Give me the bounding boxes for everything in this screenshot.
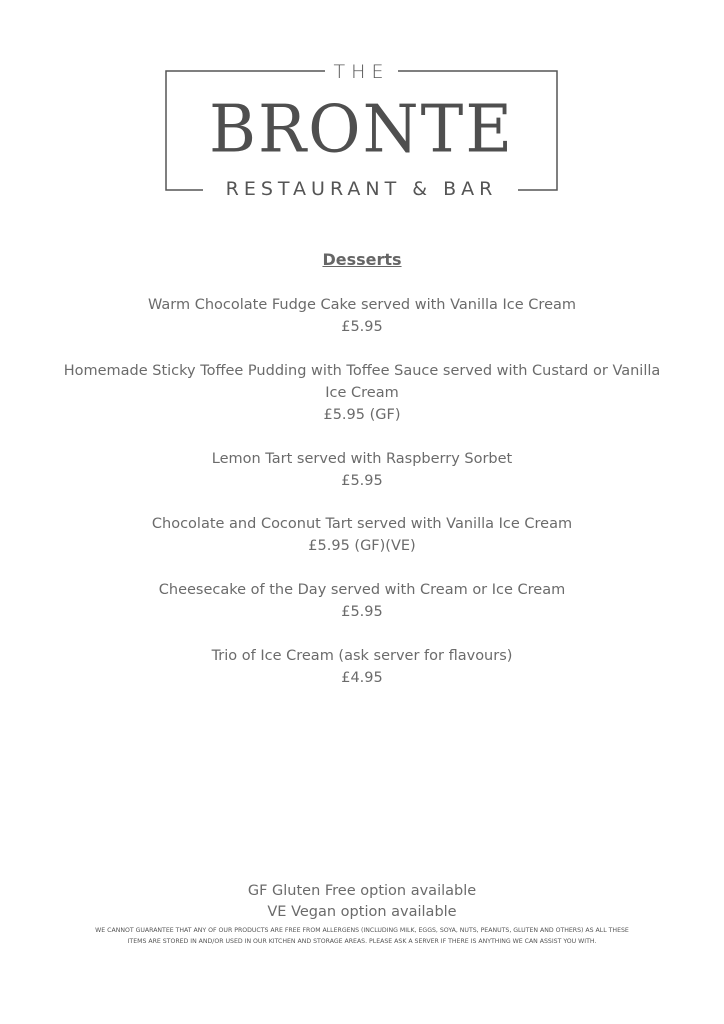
menu-item	[60, 513, 664, 557]
gluten-free-note: GF Gluten Free option available	[247, 883, 477, 899]
restaurant-logo	[165, 60, 558, 200]
menu-item-price: £5.95	[341, 473, 383, 489]
menu-item-name: Trio of Ice Cream (ask server for flavours)	[211, 648, 513, 664]
menu-item-name: Cheesecake of the Day served with Cream or Ice Cream	[158, 582, 566, 598]
section-title: Desserts	[322, 250, 402, 269]
menu-item	[60, 645, 664, 689]
logo-bronte-text: BRONTE	[208, 92, 515, 168]
logo-subtitle-text: RESTAURANT & BAR	[225, 178, 498, 200]
menu-item-name: Chocolate and Coconut Tart served with Vanilla Ice Cream	[151, 516, 573, 532]
vegan-note: VE Vegan option available	[267, 904, 457, 920]
menu-item-name: Lemon Tart served with Raspberry Sorbet	[211, 451, 513, 467]
logo-the-text: THE	[333, 61, 390, 83]
menu-item	[60, 579, 664, 623]
menu-item-price: £5.95	[341, 604, 383, 620]
menu-item	[60, 360, 664, 426]
menu-item-price: £5.95 (GF)	[323, 407, 401, 423]
menu-item-price: £5.95 (GF)(VE)	[308, 538, 416, 554]
menu-item	[60, 294, 664, 338]
menu-item-name: Homemade Sticky Toffee Pudding with Toffee Sauce served with Custard or Vanilla Ice Cream	[63, 363, 661, 401]
menu-item	[60, 448, 664, 492]
menu-item-price: £4.95	[341, 670, 383, 686]
menu-item-name: Warm Chocolate Fudge Cake served with Vanilla Ice Cream	[147, 297, 577, 313]
menu-item-price: £5.95	[341, 319, 383, 335]
allergen-disclaimer: WE CANNOT GUARANTEE THAT ANY OF OUR PRODUCTS ARE FREE FROM ALLERGENS (INCLUDING MILK, EGGS, SOYA, NUTS, PEANUTS, GLUTEN AND OTHERS) AS ALL THESE ITEMS ARE STORED IN AND/OR USED IN OUR KITCHEN AND STORAGE AREAS. PLEASE ASK A SERVER IF THERE IS ANYTHING WE CAN ASSIST YOU WITH.	[95, 927, 629, 945]
